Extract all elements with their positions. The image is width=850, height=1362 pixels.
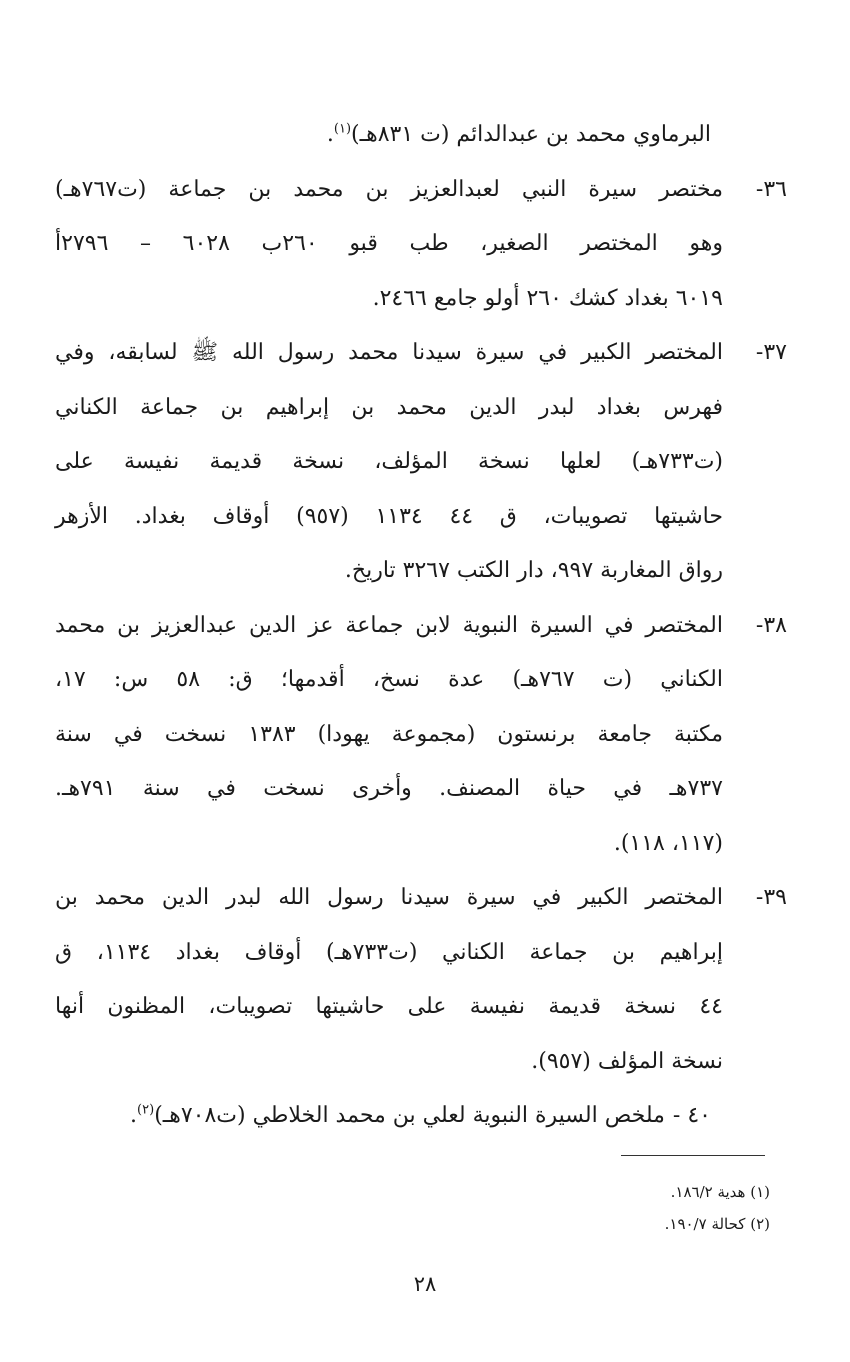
entry-40-line-1 <box>55 1089 723 1144</box>
entry-38-line-3 <box>55 708 723 763</box>
entry-number: ٣٩- <box>755 885 787 910</box>
entry-line: الكناني (ت ٧٦٧هـ) عدة نسخ، أقدمها؛ ق: ٥٨ س: ١٧، <box>55 667 723 692</box>
entry-37-line-3 <box>55 435 723 490</box>
entry-37-line-2 <box>55 381 723 436</box>
entry-continuation <box>55 108 723 163</box>
entry-number: ٣٧- <box>755 340 787 365</box>
entry-37-line-5 <box>55 544 723 599</box>
entry-line: ٧٣٧هـ في حياة المصنف. وأخرى نسخت في سنة ٧٩١هـ. <box>55 776 723 801</box>
entry-line: إبراهيم بن جماعة الكناني (ت٧٣٣هـ) أوقاف بغداد ١١٣٤، ق <box>55 939 723 965</box>
entry-line: وهو المختصر الصغير، طب قبو ٢٦٠ب ٦٠٢٨ – ٢٧٩٦أ <box>55 231 723 256</box>
entry-line: (١١٧، ١١٨). <box>613 830 723 856</box>
entry-38-line-4 <box>55 762 723 817</box>
entry-line: ٦٠١٩ بغداد كشك ٢٦٠ أولو جامع ٢٤٦٦. <box>372 285 723 311</box>
entry-line: رواق المغاربة ٩٩٧، دار الكتب ٣٢٦٧ تاريخ. <box>344 558 723 583</box>
entry-line: حاشيتها تصويبات، ق ٤٤ ١١٣٤ (٩٥٧) أوقاف بغداد. الأزهر <box>55 503 723 529</box>
footnote-2: (٢) كحالة ١٩٠/٧. <box>664 1215 770 1233</box>
footnote-divider <box>621 1155 765 1156</box>
entry-number: ٣٨- <box>755 612 787 638</box>
entry-38-line-2 <box>55 653 723 708</box>
entry-line: المختصر في السيرة النبوية لابن جماعة عز الدين عبدالعزيز بن محمد <box>55 612 723 638</box>
entry-36-line-1 <box>55 163 787 218</box>
entry-number: ٤٠ - <box>672 1103 711 1128</box>
footnote-ref: (١) <box>333 121 352 137</box>
entry-36-line-2 <box>55 217 723 272</box>
entry-trail: . <box>326 122 334 147</box>
entries-list <box>55 108 787 1144</box>
footnotes <box>470 1176 770 1240</box>
entry-line: مكتبة جامعة برنستون (مجموعة يهودا) ١٣٨٣ نسخت في سنة <box>55 721 723 747</box>
entry-line: البرماوي محمد بن عبدالدائم (ت ٨٣١هـ) <box>351 122 711 147</box>
entry-line: فهرس بغداد لبدر الدين محمد بن إبراهيم بن جماعة الكناني <box>55 394 723 420</box>
entry-line: نسخة المؤلف (٩٥٧). <box>531 1048 723 1074</box>
entry-38-line-1 <box>55 599 787 654</box>
entry-trail: . <box>130 1103 138 1128</box>
entry-line: المختصر الكبير في سيرة سيدنا رسول الله لبدر الدين محمد بن <box>55 885 723 910</box>
entry-39-line-1 <box>55 871 787 926</box>
entry-line: ٤٤ نسخة قديمة نفيسة على حاشيتها تصويبات، المظنون أنها <box>55 994 723 1019</box>
entry-number: ٣٦- <box>755 176 787 202</box>
entry-37-line-1 <box>55 326 787 381</box>
footnote-1: (١) هدية ١٨٦/٢. <box>670 1183 770 1201</box>
entry-line: (ت٧٣٣هـ) لعلها نسخة المؤلف، نسخة قديمة نفيسة على <box>55 449 723 474</box>
entry-39-line-2 <box>55 926 723 981</box>
entry-line: مختصر سيرة النبي لعبدالعزيز بن محمد بن جماعة (ت٧٦٧هـ) <box>55 176 723 202</box>
entry-39-line-4 <box>55 1035 723 1090</box>
entry-39-line-3 <box>55 980 723 1035</box>
entry-line: ملخص السيرة النبوية لعلي بن محمد الخلاطي (ت٧٠٨هـ) <box>154 1103 665 1128</box>
footnote-ref: (٢) <box>137 1102 155 1118</box>
entry-37-line-4 <box>55 490 723 545</box>
entry-36-line-3 <box>55 272 723 327</box>
page-number: ٢٨ <box>413 1272 437 1296</box>
entry-38-line-5 <box>55 817 723 872</box>
entry-line: المختصر الكبير في سيرة سيدنا محمد رسول الله ﷺ لسابقه، وفي <box>55 340 723 365</box>
